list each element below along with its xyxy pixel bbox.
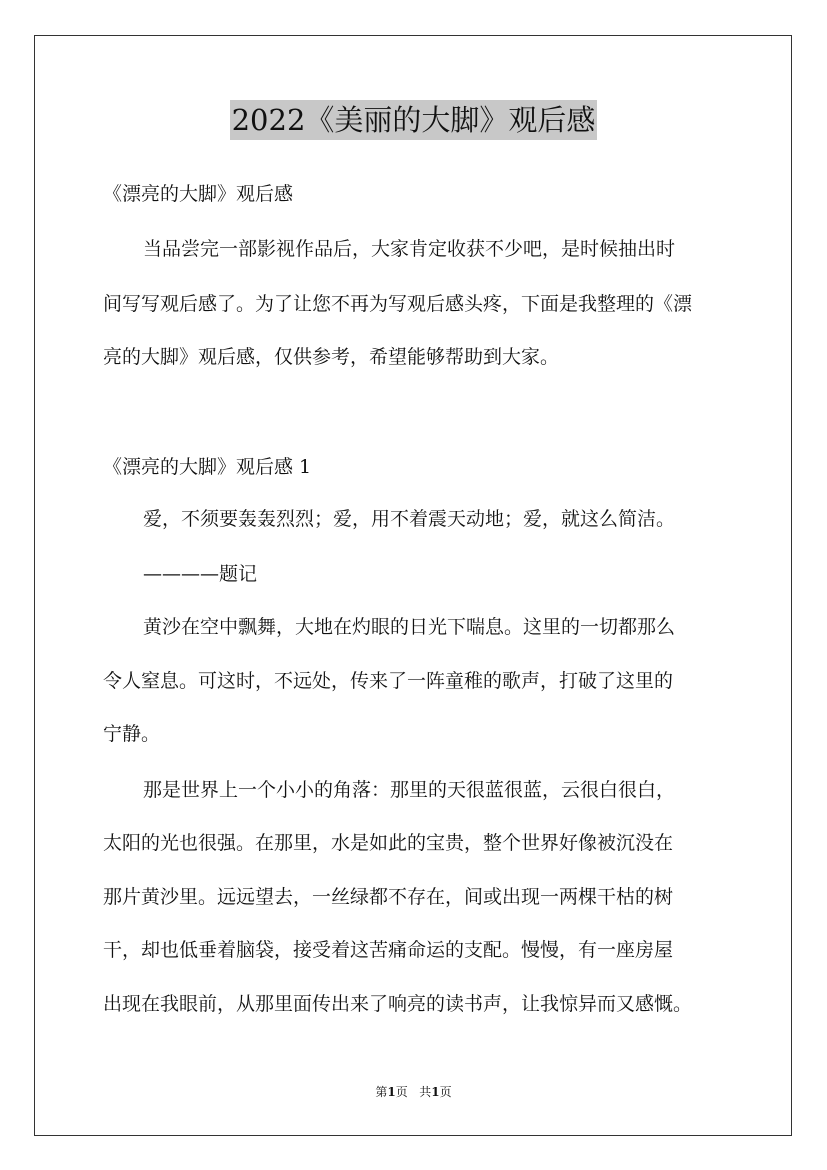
total-suffix: 页: [439, 1085, 452, 1099]
paragraph-line: 那片黄沙里。远远望去，一丝绿都不存在，间或出现一两棵干枯的树: [103, 886, 674, 908]
paragraph-line: 宁静。: [103, 723, 161, 745]
paragraph-line: 间写写观后感了。为了让您不再为写观后感头疼，下面是我整理的《漂: [103, 293, 693, 315]
paragraph-line: 令人窒息。可这时，不远处，传来了一阵童稚的歌声，打破了这里的: [103, 670, 674, 692]
page-footer: [0, 1084, 827, 1100]
section-heading: 《漂亮的大脚》观后感 1: [103, 456, 312, 478]
paragraph-line: 太阳的光也很强。在那里，水是如此的宝贵，整个世界好像被沉没在: [103, 832, 674, 854]
title-container: [0, 100, 827, 140]
paragraph-line: 黄沙在空中飘舞，大地在灼眼的日光下喘息。这里的一切都那么: [143, 616, 676, 638]
page-suffix: 页: [395, 1085, 408, 1099]
paragraph-line: 亮的大脚》观后感，仅供参考，希望能够帮助到大家。: [103, 346, 560, 368]
page-prefix: 第: [375, 1085, 388, 1099]
page-number: 1: [387, 1085, 396, 1099]
epigraph-line: ————题记: [143, 563, 258, 585]
section-heading: 《漂亮的大脚》观后感: [103, 183, 294, 205]
paragraph-line: 出现在我眼前，从那里面传出来了响亮的读书声，让我惊异而又感慨。: [103, 993, 693, 1015]
document-title: 2022《美丽的大脚》观后感: [230, 100, 598, 140]
paragraph-line: 爱，不须要轰轰烈烈；爱，用不着震天动地；爱，就这么简洁。: [143, 508, 676, 530]
paragraph-line: 当品尝完一部影视作品后，大家肯定收获不少吧，是时候抽出时: [143, 238, 676, 260]
total-pages: 1: [431, 1085, 440, 1099]
total-prefix: 共: [419, 1085, 432, 1099]
paragraph-line: 干，却也低垂着脑袋，接受着这苦痛命运的支配。慢慢，有一座房屋: [103, 939, 674, 961]
paragraph-line: 那是世界上一个小小的角落：那里的天很蓝很蓝，云很白很白，: [143, 779, 676, 801]
